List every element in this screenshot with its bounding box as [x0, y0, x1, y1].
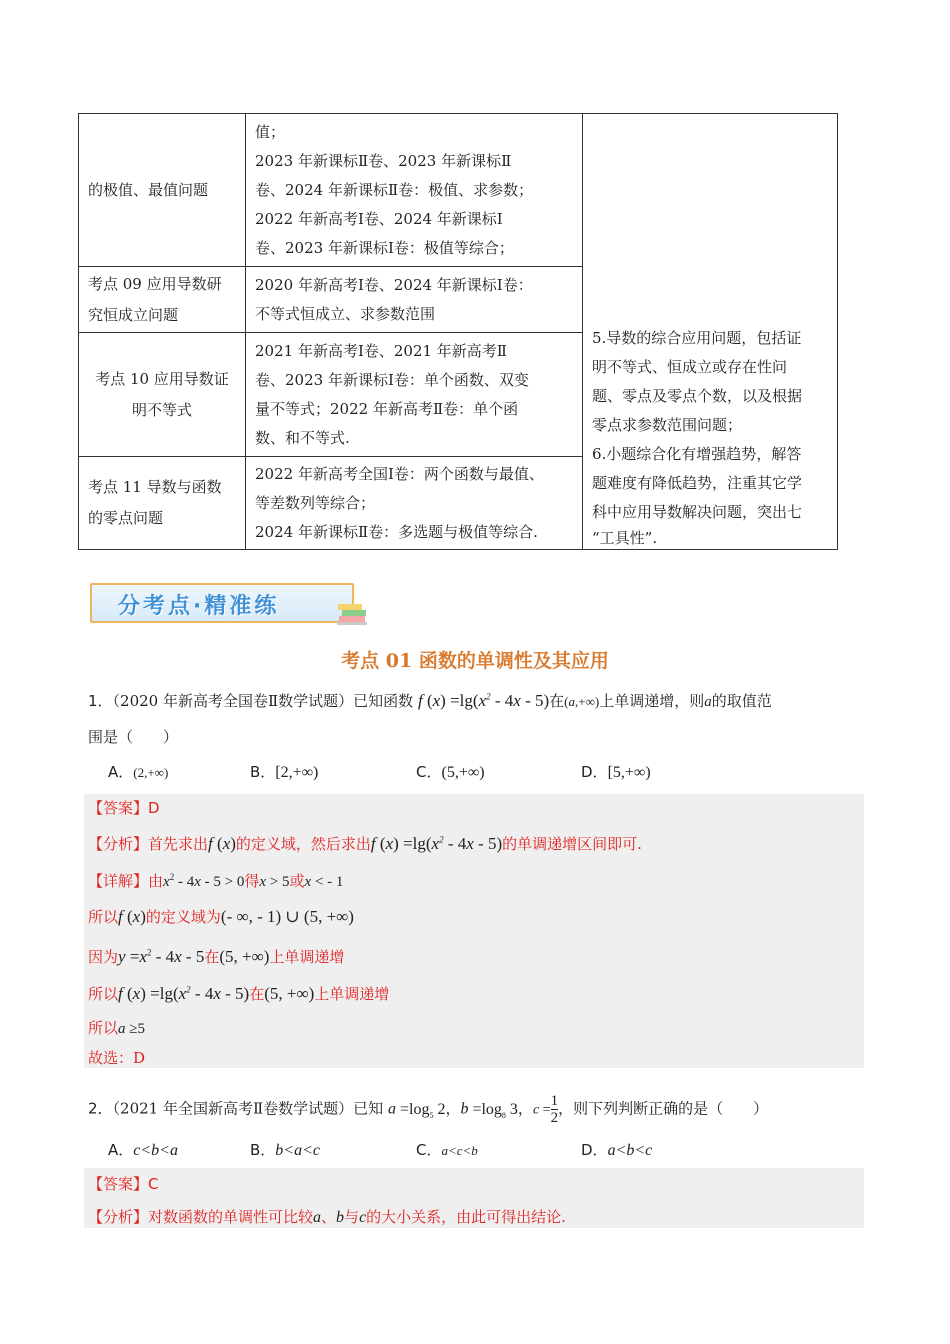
analysis-line: 【分析】对数函数的单调性可比较a、b与c的大小关系，由此可得出结论. [88, 1208, 566, 1226]
option-d[interactable]: D．[5,+∞) [581, 763, 651, 781]
detail-line-4: 所以f $(x) =\lg(x^2 - 4x - 5)$在(5, +∞)上单调递增 [88, 984, 390, 1003]
analysis-line: 【分析】首先求出f (x)的定义域，然后求出f $(x) =\lg(x^2 - 4x - 5)$的单调递增区间即可. [88, 834, 642, 853]
answer-line: 【答案】D [88, 799, 160, 817]
table-cell-topic: 的极值、最值问题 [79, 114, 246, 267]
question-number: 1． [88, 692, 113, 710]
table-cell-topic: 考点 10 应用导数证 明不等式 [79, 333, 246, 457]
section-banner [90, 583, 354, 623]
table-cell-topic: 考点 11 导数与函数 的零点问题 [79, 457, 246, 550]
formula-f: f $(x) =\lg(x^2 - 4x - 5)$ [417, 691, 550, 710]
option-c[interactable]: C．(5,+∞) [416, 763, 485, 781]
option-a[interactable]: A．(2,+∞) [108, 763, 169, 781]
option-b[interactable]: B．b<a<c [250, 1141, 320, 1159]
detail-line-1: 【详解】由$x^2 - 4x - 5 > 0$得x > 5或x < - 1 [88, 872, 344, 890]
books-icon [336, 601, 370, 627]
summary-table [78, 113, 838, 550]
option-d[interactable]: D．a<b<c [581, 1141, 653, 1159]
detail-line-6: 故选：D [88, 1049, 146, 1067]
question-1-line-2: 围是（ ） [88, 728, 179, 746]
table-cell-notes: 5.导数的综合应用问题，包括证 明不等式、恒成立或存在性问 题、零点及零点个数，以及根据 零点求参数范围问题； 6.小题综合化有增强趋势，解答 题难度有降低趋势，注重其它学 科中应用导数解决问题，突出七 “工具性”. [583, 114, 838, 550]
table-cell-topic: 考点 09 应用导数研 究恒成立问题 [79, 267, 246, 333]
detail-line-5: 所以a ≥5 [88, 1019, 145, 1037]
question-2-line-1: 2．（2021 年全国新高考Ⅱ卷数学试题）已知 $a =\log_5$ 2，$b =\log_8$ 3，c = $\frac{1}{2}$ ，则下列判断正确的是（ ） [88, 1093, 769, 1126]
question-source: （2020 年新高考全国卷Ⅱ数学试题）已知函数 [112, 692, 414, 710]
answer-line: 【答案】C [88, 1175, 159, 1193]
option-a[interactable]: A．c<b<a [108, 1141, 178, 1159]
topic-title: 考点 01 函数的单调性及其应用 [341, 650, 609, 672]
option-b[interactable]: B．[2,+∞) [250, 763, 319, 781]
table-cell-exams: 2021 年新高考Ⅰ卷、2021 年新高考Ⅱ 卷、2023 年新课标Ⅰ卷：单个函数、双变 量不等式；2022 年新高考Ⅱ卷：单个函 数、和不等式. [246, 333, 583, 457]
section-banner-title: 分考点·精准练 [118, 594, 280, 619]
table-cell-exams: 2020 年新高考Ⅰ卷、2024 年新课标Ⅰ卷： 不等式恒成立、求参数范围 [246, 267, 583, 333]
table-cell-exams: 值； 2023 年新课标Ⅱ卷、2023 年新课标Ⅱ 卷、2024 年新课标Ⅱ卷：极值、求参数； 2022 年新高考Ⅰ卷、2024 年新课标Ⅰ 卷、2023 年新课标Ⅰ卷：极值等综合； [246, 114, 583, 267]
table-cell-exams: 2022 年新高考全国Ⅰ卷：两个函数与最值、 等差数列等综合； 2024 年新课标Ⅱ卷：多选题与极值等综合. [246, 457, 583, 550]
detail-line-2: 所以f (x)的定义域为(- ∞, - 1) ∪ (5, +∞) [88, 907, 354, 926]
formula-interval: (a,+∞) [564, 694, 600, 709]
detail-line-3: 因为$y =x^2 - 4x - 5$在(5, +∞)上单调递增 [88, 947, 345, 966]
option-c[interactable]: C．a<c<b [416, 1141, 478, 1159]
question-1-line-1: 1．（2020 年新高考全国卷Ⅱ数学试题）已知函数 f $(x) =\lg(x^2 - 4x - 5)$在(a,+∞)上单调递增，则a的取值范 [88, 691, 772, 710]
